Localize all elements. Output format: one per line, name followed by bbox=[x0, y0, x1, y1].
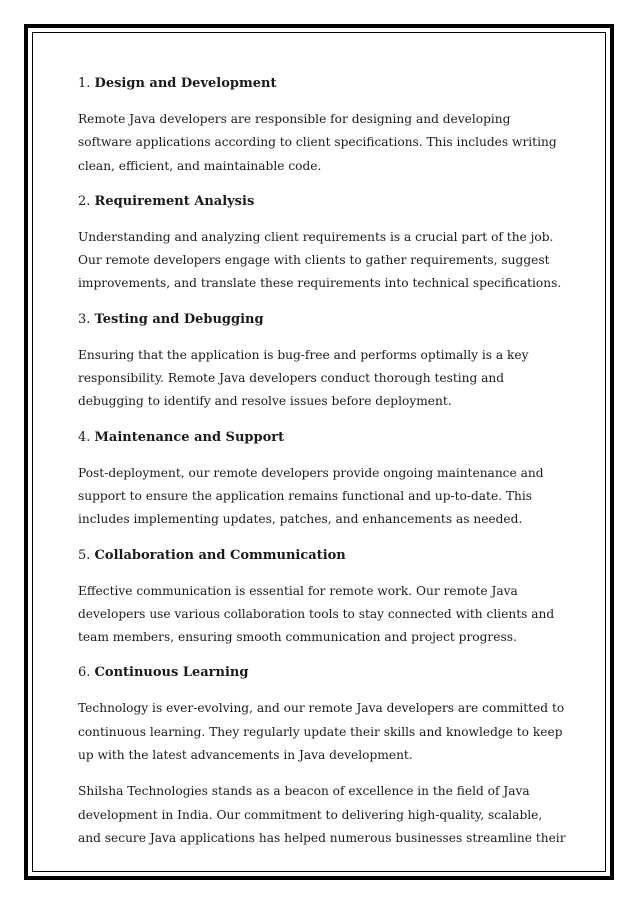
section-heading bbox=[78, 309, 566, 331]
section-continuous-learning bbox=[78, 662, 566, 767]
section-paragraph: Technology is ever-evolving, and our remote Java developers are committed to continuous learning. They regularly update their skills and knowledge to keep up with the latest advancements in Java development. bbox=[78, 701, 565, 763]
section-number: 2. bbox=[78, 193, 91, 209]
section-heading bbox=[78, 662, 566, 684]
section-paragraph: Post-deployment, our remote developers provide ongoing maintenance and support to ensure the application remains functional and up-to-date. This includes implementing updates, patches, and enhancements as needed. bbox=[78, 465, 544, 527]
section-number: 4. bbox=[78, 429, 91, 445]
section-number: 6. bbox=[78, 665, 91, 681]
section-design-development bbox=[78, 73, 566, 178]
section-paragraph: Understanding and analyzing client requirements is a crucial part of the job. Our remote developers engage with clients to gather requirements, suggest improvements, and translate these requirements into technical specifications. bbox=[78, 229, 562, 291]
section-paragraph: Ensuring that the application is bug-free and performs optimally is a key responsibility. Remote Java developers conduct thorough testing and debugging to identify and resolve issues before deployment. bbox=[78, 347, 529, 409]
section-paragraph: Remote Java developers are responsible for designing and developing software applications according to client specifications. This includes writing clean, efficient, and maintainable code. bbox=[78, 112, 557, 173]
section-heading bbox=[78, 427, 566, 449]
section-number: 5. bbox=[78, 547, 91, 563]
document-body bbox=[78, 73, 566, 863]
section-testing-debugging bbox=[78, 309, 566, 414]
section-number: 1. bbox=[78, 76, 91, 91]
section-heading bbox=[78, 191, 566, 213]
section-heading bbox=[78, 73, 566, 95]
section-requirement-analysis bbox=[78, 191, 566, 296]
section-heading bbox=[78, 545, 566, 567]
section-title: Design and Development bbox=[94, 76, 277, 91]
section-title: Testing and Debugging bbox=[94, 311, 264, 327]
section-title: Continuous Learning bbox=[94, 665, 249, 681]
section-title: Collaboration and Communication bbox=[94, 547, 346, 563]
section-number: 3. bbox=[78, 311, 91, 327]
section-collaboration-communication bbox=[78, 545, 566, 650]
section-title: Requirement Analysis bbox=[94, 193, 255, 209]
closing-paragraph: Shilsha Technologies stands as a beacon of excellence in the field of Java development in India. Our commitment to delivering high-quality, scalable, and secure Java applications has helped numerous businesses streamline their bbox=[78, 784, 566, 845]
section-title: Maintenance and Support bbox=[94, 429, 285, 445]
section-maintenance-support bbox=[78, 427, 566, 532]
section-paragraph: Effective communication is essential for remote work. Our remote Java developers use various collaboration tools to stay connected with clients and team members, ensuring smooth communication and project progress. bbox=[78, 583, 555, 645]
